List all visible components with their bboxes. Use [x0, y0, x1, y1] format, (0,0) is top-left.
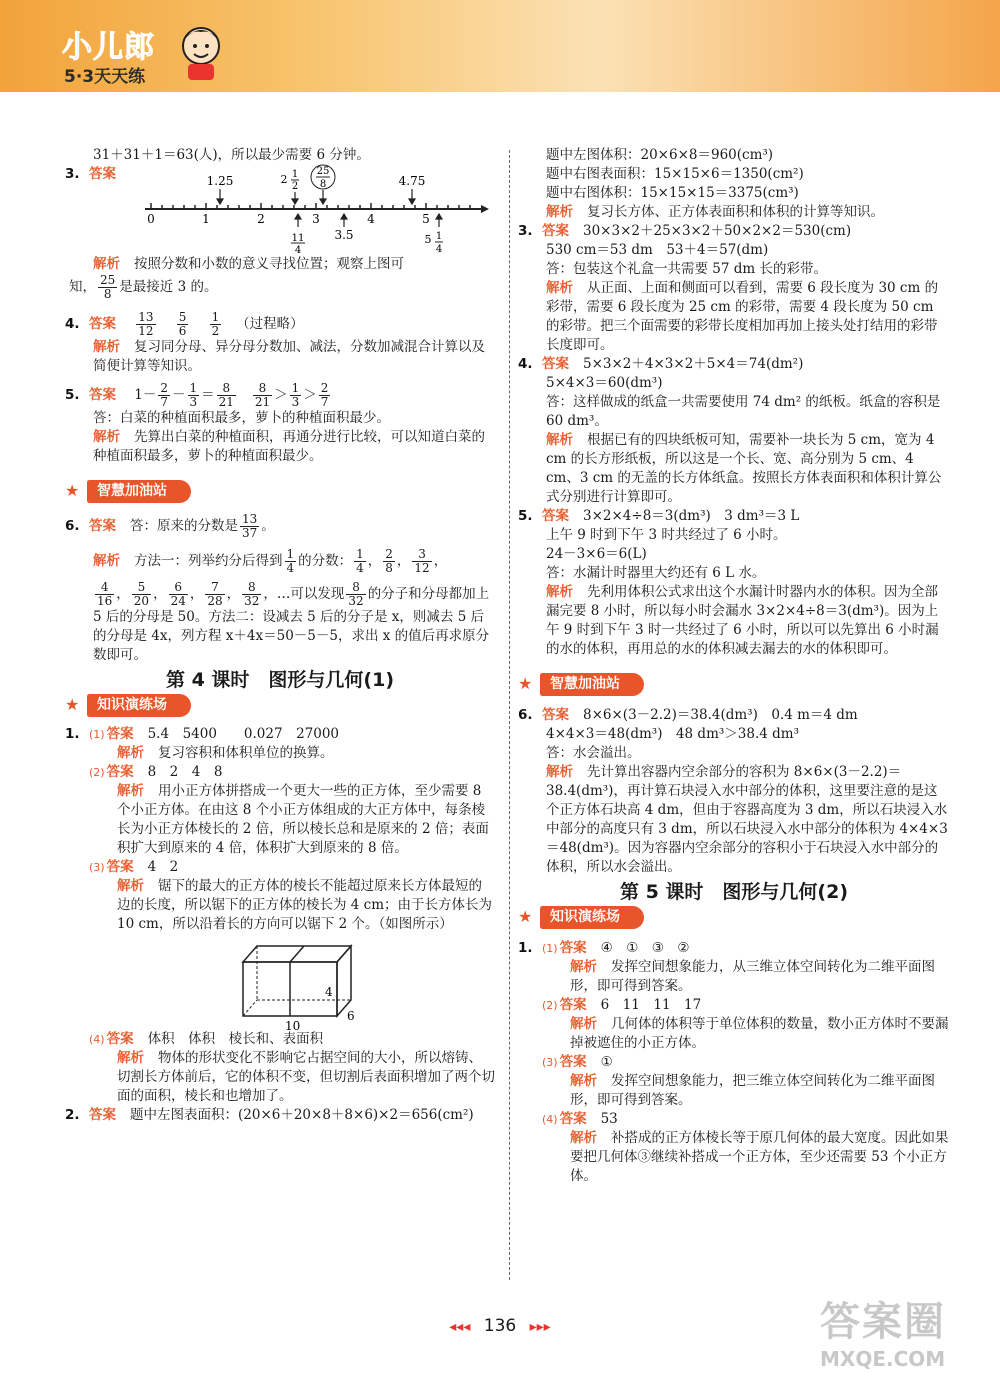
text-line: 题中左图体积：20×6×8＝960(cm³) [546, 147, 774, 163]
column-divider [509, 150, 510, 1280]
explanation [65, 255, 495, 274]
answer-label: 答案 [559, 1111, 587, 1127]
height-label: 6 [347, 1009, 355, 1023]
text-line: 4×4×3＝48(dm³) 48 dm³＞38.4 dm³ [546, 726, 799, 742]
svg-text:4: 4 [435, 244, 443, 255]
fraction: $\frac{13}{12}$ [138, 310, 154, 338]
explanation-label: 解析 [546, 204, 573, 220]
answer-label: 答案 [89, 518, 116, 534]
answer-values: 6 11 11 17 [600, 997, 702, 1013]
explanation [65, 744, 495, 763]
explanation-cont: $\frac{4}{16}$ ， $\frac{5}{20}$ ， $\frac{6}{24}$ ， $\frac{7}{28}$ ， $\frac{8}{32}$ ，…可以发现 $\frac{8}{32}$ 的分子和分母都加上 [97, 580, 490, 608]
number-line [141, 161, 491, 256]
text-line: 530 cm＝53 dm 53＋4＝57(dm) [546, 242, 769, 258]
svg-text:4: 4 [294, 245, 302, 256]
text: 的分数： [298, 553, 353, 569]
practice-1-1 [65, 725, 495, 744]
explanation [518, 279, 950, 355]
answer-label: 答案 [542, 707, 569, 723]
explanation-text: 锯下的最大的正方体的棱长不能超过原来长方体最短的边的长度，所以锯下的正方体的棱长为 4 cm；由于长方体长为 10 cm，所以沿着长的方向可以锯下 2 个。（如图所示） [117, 878, 493, 932]
svg-text:11: 11 [291, 233, 305, 244]
section-banner: ★ 智慧加油站 [540, 673, 644, 696]
tick-label: 4 [367, 212, 375, 226]
question-number: 6. [518, 707, 533, 723]
sub-number: (2) [542, 999, 558, 1012]
question-4 [65, 311, 495, 338]
tick-label: 5 [422, 212, 430, 226]
sub-number: (4) [89, 1033, 105, 1046]
explanation-label: 解析 [117, 1050, 144, 1066]
marker-label: 3.5 [334, 228, 354, 242]
explanation: 解析 方法一：列举约分后得到 $\frac{1}{4}$ 的分数： $\frac{1}{4}$ ， $\frac{2}{8}$ ， $\frac{3}{12}$ ， [93, 547, 448, 575]
section-banner: ★ 知识演练场 [87, 694, 191, 717]
answer-label: 答案 [89, 387, 116, 403]
text-line: 答：水会溢出。 [546, 745, 641, 761]
explanation-label: 解析 [93, 429, 120, 445]
sub-number: (1) [542, 942, 558, 955]
question-number: 1. [518, 940, 533, 956]
sub-number: (3) [89, 861, 105, 874]
text-line: 题中右图体积：15×15×15＝3375(cm³) [546, 185, 799, 201]
explanation-text: 几何体的体积等于单位体积的数量，数小正方体时不要漏掉被遮住的小正方体。 [570, 1016, 949, 1051]
text-line: 答：水漏计时器里大约还有 6 L 水。 [546, 565, 766, 581]
watermark-url: MXQE.COM [820, 1347, 946, 1371]
practice-1-3 [518, 1053, 950, 1072]
answer-text: 5×3×2＋4×3×2＋5×4＝74(dm²) [583, 356, 804, 372]
explanation-text: 先利用体积公式求出这个水漏计时器内水的体积。因为全部漏完要 8 小时，所以每小时会漏水 3×2×4÷8＝3(dm³)。因为上午 9 时到下午 3 时一共经过了 6 小时，所以可以先算出 6 小时漏的水的体积，再用总的水的体积减去漏去的水的体积即可。 [546, 584, 939, 657]
answer-values: 8 2 4 8 [147, 764, 223, 780]
question-6: 6. 答案 答：原来的分数是 $\frac{13}{37}$ 。 [65, 512, 275, 540]
explanation [65, 877, 495, 934]
answer-text: 30×3×2＋25×3×2＋50×2×2＝530(cm) [583, 223, 852, 239]
explanation-text: 复习同分母、异分母分数加、减法，分数加减混合计算以及简便计算等知识。 [93, 339, 485, 374]
explanation [65, 338, 495, 376]
explanation-text: 先计算出容器内空余部分的容积为 8×6×(3－2.2)＝38.4(dm³)，再计算石块浸入水中部分的体积，这里要注意的是这个正方体石块高 4 dm，但由于容器高度为 3 dm，所以石块浸入水中部分的高度只有 3 dm，所以石块浸入水中部分的体积为 4×4×3＝48(dm³)。因为容器内空余部分的容积小于石块浸入水中部分的体积，所以水会溢出。 [546, 764, 948, 875]
question-number: 4. [518, 356, 533, 372]
length-label: 10 [285, 1019, 301, 1033]
marker-label: 4.75 [398, 174, 426, 188]
answer-values: 53 [600, 1111, 618, 1127]
page-header [0, 0, 1000, 92]
explanation [65, 1049, 495, 1106]
explanation-label: 解析 [117, 878, 144, 894]
svg-text:1: 1 [435, 231, 443, 242]
explanation-label: 解析 [570, 1130, 597, 1146]
answer-label: 答案 [542, 508, 569, 524]
explanation-text: 物体的形状变化不影响它占据空间的大小，所以熔铸、切割长方体前后，它的体积不变，但切割后表面积增加了两个切面的面积，棱长和也增加了。 [117, 1050, 495, 1104]
sub-number: (4) [542, 1113, 558, 1126]
explanation-label: 解析 [117, 745, 144, 761]
explanation-text: 从正面、上面和侧面可以看到，需要 6 段长度为 30 cm 的彩带，需要 6 段长度为 25 cm 的彩带，需要 4 段长度为 50 cm 的彩带。把三个面需要的彩带长度相加再加上接头处打结用的彩带长度即可。 [546, 280, 939, 353]
watermark [820, 1290, 990, 1378]
text-line: 答：包装这个礼盒一共需要 57 dm 长的彩带。 [546, 261, 827, 277]
lesson-title: 第 4 课时 图形与几何(1) [165, 669, 395, 691]
question-5: 5. 答案 1－ $\frac{2}{7}$ － $\frac{1}{3}$ ＝ $\frac{8}{21}$ $\frac{8}{21}$ ＞ $\frac{1}{3}$ ＞ $\frac{2}{7}$ [65, 381, 329, 409]
fraction: $\frac{25}{8}$ [100, 273, 116, 301]
question-number: 3. [518, 223, 533, 239]
explanation-label: 解析 [93, 553, 120, 569]
answer-values: ④ ① ③ ② [600, 940, 690, 956]
explanation [518, 958, 950, 996]
text: 答：原来的分数是 [130, 518, 238, 534]
question-3 [518, 222, 950, 241]
svg-text:8: 8 [319, 179, 327, 190]
question-4 [518, 355, 950, 374]
explanation-text: 根据已有的四块纸板可知，需要补一块长为 5 cm，宽为 4 cm 的长方形纸板，所以这是一个长、宽、高分别为 5 cm、4 cm、3 cm 的无盖的长方体纸盒。按照长方体表面积和体积计算公式分别进行计算即可。 [546, 432, 942, 505]
text: 的分子和分母都加上 [367, 586, 490, 602]
svg-text:5: 5 [424, 233, 432, 246]
tick-label: 0 [147, 212, 155, 226]
explanation-label: 解析 [546, 584, 573, 600]
explanation-text: 用小正方体拼搭成一个更大一些的正方体，至少需要 8 个小正方体。在由这 8 个小正方体组成的大正方体中，每条棱长为小正方体棱长的 2 倍，所以棱长总和是原来的 2 倍；表面积扩大到原来的 4 倍，体积扩大到原来的 8 倍。 [117, 783, 489, 856]
explanation-label: 解析 [570, 1016, 597, 1032]
explanation-cont: 5 后的分母是 50。方法二：设减去 5 后的分子是 x，则减去 5 后的分母是 4x，列方程 x＋4x＝50－5－5，求出 x 的值后再求原分数即可。 [93, 609, 490, 663]
text-line: 上午 9 时到下午 3 时共经过了 6 小时。 [546, 527, 787, 543]
practice-1-2 [518, 996, 950, 1015]
explanation-label: 解析 [117, 783, 144, 799]
question-number: 3. [65, 166, 80, 182]
question-6 [518, 706, 950, 725]
explanation-text: 复习容积和体积单位的换算。 [158, 745, 334, 761]
text-line: 答：这样做成的纸盒一共需要使用 74 dm² 的纸板。纸盒的容积是 60 dm³。 [546, 394, 941, 429]
answer-values: 5.4 5400 0.027 27000 [147, 726, 340, 742]
explanation [518, 1015, 950, 1053]
explanation-text: 先算出白菜的种植面积，再通分进行比较，可以知道白菜的种植面积最多，萝卜的种植面积最少。 [93, 429, 485, 464]
sub-number: (2) [89, 766, 105, 779]
answer-label: 答案 [542, 356, 569, 372]
explanation [518, 203, 950, 222]
practice-1-4 [65, 1030, 495, 1049]
answer-label: 答案 [106, 1031, 134, 1047]
text-line: 24－3×6＝6(L) [546, 546, 647, 562]
sub-number: (1) [89, 728, 105, 741]
text: （过程略） [236, 316, 304, 332]
explanation [518, 1072, 950, 1110]
lesson-title: 第 5 课时 图形与几何(2) [619, 881, 849, 903]
left-column [65, 146, 495, 1125]
answer-label: 答案 [89, 166, 116, 182]
prev-arrows-icon: ◂◂◂ [449, 1319, 471, 1335]
text-line: 题中右图表面积：15×15×6＝1350(cm²) [546, 166, 804, 182]
next-arrows-icon: ▸▸▸ [529, 1319, 551, 1335]
explanation-label: 解析 [546, 764, 573, 780]
answer-values: 体积 体积 棱长和、表面积 [147, 1031, 324, 1047]
question-number: 4. [65, 316, 80, 332]
explanation [518, 583, 950, 659]
brand-series: 5·3天天练 [64, 67, 146, 87]
answer-label: 答案 [559, 940, 587, 956]
answer-label: 答案 [106, 764, 134, 780]
answer-label: 答案 [106, 859, 134, 875]
cuboid-figure [65, 934, 495, 1033]
width-label: 4 [325, 985, 333, 999]
answer-label: 答案 [106, 726, 134, 742]
text-line: 5×4×3＝60(dm³) [546, 375, 663, 391]
explanation-label: 解析 [546, 432, 573, 448]
answer-values: 4 2 [147, 859, 179, 875]
explanation [65, 782, 495, 858]
explanation [518, 431, 950, 507]
answer-values: ① [600, 1054, 613, 1070]
answer-text: 3×2×4÷8＝3(dm³) 3 dm³＝3 L [583, 508, 800, 524]
marker-label: 1.25 [206, 174, 234, 188]
svg-text:1: 1 [291, 169, 299, 180]
page-number: 136 [483, 1316, 517, 1336]
question-number: 1. [65, 726, 80, 742]
text: ，…可以发现 [263, 586, 345, 602]
tick-label: 1 [202, 212, 210, 226]
text-line: 31＋31＋1＝63(人)，所以最少需要 6 分钟。 [93, 147, 370, 163]
mascot-icon [176, 20, 226, 82]
answer-label: 答案 [89, 316, 116, 332]
explanation-label: 解析 [546, 280, 573, 296]
brand-title: 小儿郎 [62, 30, 155, 65]
explanation-text: 按照分数和小数的意义寻找位置；观察上图可 [134, 256, 404, 272]
sub-number: (3) [542, 1056, 558, 1069]
explanation-text: 复习长方体、正方体表面积和体积的计算等知识。 [587, 204, 884, 220]
question-number: 5. [65, 387, 80, 403]
svg-text:25: 25 [316, 166, 330, 177]
cuboid-diagram [233, 934, 413, 1033]
explanation-label: 解析 [570, 959, 597, 975]
question-number: 6. [65, 518, 80, 534]
question-number: 5. [518, 508, 533, 524]
explanation-label: 解析 [570, 1073, 597, 1089]
answer-text: 8×6×(3－2.2)＝38.4(dm³) 0.4 m＝4 dm [583, 707, 858, 723]
answer-label: 答案 [559, 997, 587, 1013]
tick-label: 2 [257, 212, 265, 226]
explanation-label: 解析 [93, 256, 120, 272]
text: 知， [69, 279, 96, 295]
practice-1-4 [518, 1110, 950, 1129]
explanation-label: 解析 [93, 339, 120, 355]
explanation-text: 发挥空间想象能力，从三维立体空间转化为二维平面图形，即可得到答案。 [570, 959, 935, 994]
question-3 [65, 165, 495, 255]
tick-label: 3 [312, 212, 320, 226]
explanation [518, 1129, 950, 1186]
answer-label: 答案 [89, 1107, 116, 1123]
watermark-title: 答案圈 [820, 1299, 946, 1345]
text: 方法一：列举约分后得到 [134, 553, 283, 569]
text: 是最接近 3 的。 [119, 279, 218, 295]
question-5 [518, 507, 950, 526]
practice-1-3 [65, 858, 495, 877]
svg-text:2: 2 [291, 181, 299, 192]
explanation-text: 补搭成的正方体棱长等于原几何体的最大宽度。因此如果要把几何体③继续补搭成一个正方体，至少还需要 53 个小正方体。 [570, 1130, 949, 1184]
practice-2 [65, 1106, 495, 1125]
answer-label: 答案 [559, 1054, 587, 1070]
practice-1-2 [65, 763, 495, 782]
explanation [518, 763, 950, 877]
section-banner: ★ 智慧加油站 [87, 480, 191, 503]
explanation-cont [65, 274, 495, 301]
question-number: 2. [65, 1107, 80, 1123]
brand-logo [58, 18, 228, 98]
right-column [518, 146, 950, 1186]
svg-text:2: 2 [280, 173, 288, 186]
answer-text: 答：白菜的种植面积最多，萝卜的种植面积最少。 [93, 410, 390, 426]
section-banner: ★ 知识演练场 [540, 906, 644, 929]
answer-label: 答案 [542, 223, 569, 239]
fraction: $\frac{1}{2}$ [211, 310, 220, 338]
explanation-text: 发挥空间想象能力，把三维立体空间转化为二维平面图形，即可得到答案。 [570, 1073, 935, 1108]
practice-1-1 [518, 939, 950, 958]
fraction: $\frac{5}{6}$ [178, 310, 187, 338]
answer-text: 题中左图表面积：(20×6＋20×8＋8×6)×2＝656(cm²) [130, 1107, 474, 1123]
explanation [65, 428, 495, 466]
